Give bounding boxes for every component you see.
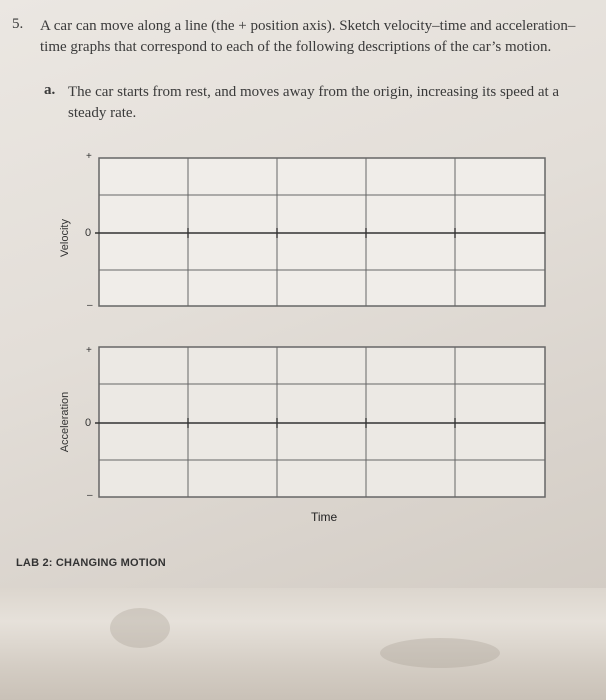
footer-lab-title: LAB 2: CHANGING MOTION <box>16 557 166 569</box>
velocity-grid <box>95 158 545 306</box>
velocity-minus-label: – <box>87 300 93 311</box>
fabric-fold <box>110 608 170 648</box>
question-text: A car can move along a line (the + position axis). Sketch velocity–time and acceleration–time graphs that correspond to each of the following descriptions of the car’s motion. <box>40 18 576 55</box>
velocity-zero-label: 0 <box>85 227 92 239</box>
velocity-axis-title: Velocity <box>59 219 71 257</box>
question-number: 5. <box>12 16 24 32</box>
acceleration-grid <box>95 347 545 497</box>
acceleration-plus-label: + <box>86 345 92 356</box>
acceleration-axis-title: Acceleration <box>59 391 71 453</box>
velocity-plus-label: + <box>86 151 92 162</box>
part-a-text: The car starts from rest, and moves away from the origin, increasing its speed at a steady rate. <box>68 84 560 121</box>
time-axis-label: Time <box>311 510 338 524</box>
acceleration-zero-label: 0 <box>85 417 92 429</box>
part-a-label: a. <box>44 82 56 98</box>
fabric-fold <box>380 638 500 668</box>
acceleration-minus-label: – <box>87 490 93 501</box>
fabric-background <box>0 588 606 700</box>
